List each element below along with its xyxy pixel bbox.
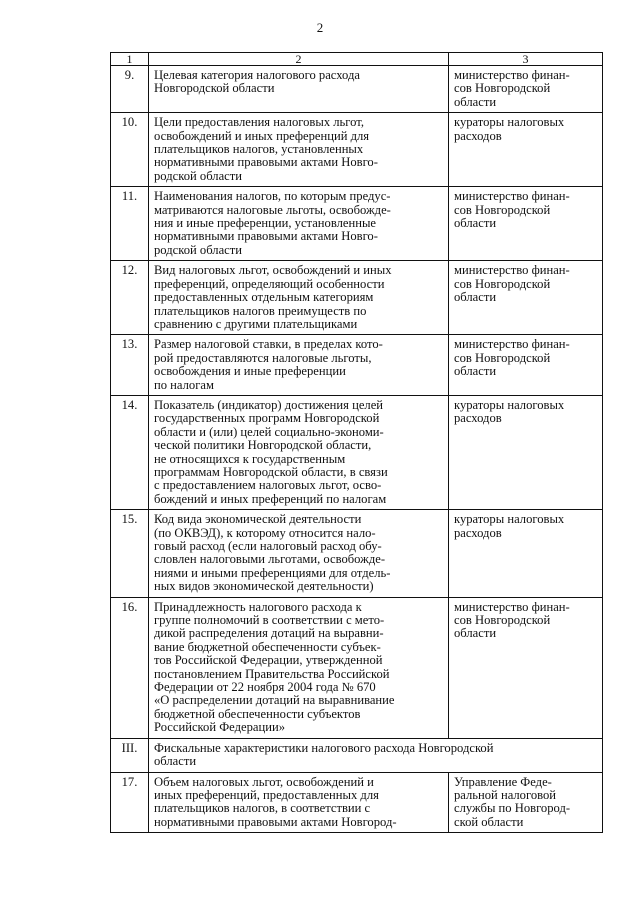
cell-text-line: области bbox=[454, 216, 497, 231]
row-number: 12. bbox=[111, 261, 149, 335]
cell-text-line: расходов bbox=[454, 411, 502, 426]
cell-text-line: дикой распределения дотаций на выравни- bbox=[154, 626, 384, 641]
section-number: III. bbox=[111, 738, 149, 772]
cell-text-line: области и (или) целей социально-экономи- bbox=[154, 424, 384, 439]
cell-text-line: Размер налоговой ставки, в пределах кото- bbox=[154, 337, 383, 352]
cell-text-line: «О распределении дотаций на выравнивание bbox=[154, 693, 395, 708]
section-row bbox=[111, 738, 603, 772]
cell-text-line: ных видов экономической деятельности) bbox=[154, 579, 374, 594]
responsible-body-cell bbox=[449, 395, 603, 509]
cell-text-line: программам Новгородской области, в связи bbox=[154, 464, 388, 479]
cell-text-line: нормативными правовыми актами Новго- bbox=[154, 155, 378, 170]
responsible-body-cell bbox=[449, 772, 603, 833]
responsible-body-cell bbox=[449, 510, 603, 597]
cell-text-line: Вид налоговых льгот, освобождений и иных bbox=[154, 263, 392, 278]
cell-text-line: ния и иные преференции, установленные bbox=[154, 216, 377, 231]
tax-expense-characteristics-table bbox=[110, 52, 603, 833]
cell-text-line: службы по Новгород- bbox=[454, 801, 571, 816]
cell-text-line: рой предоставляются налоговые льготы, bbox=[154, 350, 372, 365]
characteristic-cell bbox=[149, 261, 449, 335]
cell-text-line: кураторы налоговых bbox=[454, 115, 565, 130]
cell-text-line: плательщиков налогов, установленных bbox=[154, 142, 364, 157]
row-number: 10. bbox=[111, 113, 149, 187]
cell-text-line: ниями и иными преференциями для отдель- bbox=[154, 565, 391, 580]
cell-text-line: ской области bbox=[454, 814, 524, 829]
table-row bbox=[111, 187, 603, 261]
cell-text-line: ческой политики Новгородской области, bbox=[154, 438, 372, 453]
cell-text-line: бюджетной обеспеченности субъектов bbox=[154, 706, 361, 721]
cell-text-line: словлен налоговыми льготами, освобожде- bbox=[154, 552, 386, 567]
cell-text-line: Российской Федерации» bbox=[154, 720, 285, 735]
table-row bbox=[111, 113, 603, 187]
page-number: 2 bbox=[316, 20, 324, 35]
cell-text-line: области bbox=[454, 290, 497, 305]
cell-text-line: сов Новгородской bbox=[454, 350, 551, 365]
table-header-row bbox=[111, 53, 603, 66]
cell-text-line: плательщиков налогов преимуществ по bbox=[154, 303, 367, 318]
cell-text-line: родской области bbox=[154, 168, 242, 183]
cell-text-line: Показатель (индикатор) достижения целей bbox=[154, 397, 384, 412]
table-row bbox=[111, 66, 603, 113]
table-row bbox=[111, 510, 603, 597]
cell-text-line: предоставленных отдельным категориям bbox=[154, 290, 374, 305]
row-number: 11. bbox=[111, 187, 149, 261]
cell-text-line: кураторы налоговых bbox=[454, 512, 565, 527]
cell-text-line: родской области bbox=[154, 242, 242, 257]
cell-text-line: министерство финан- bbox=[454, 68, 570, 82]
cell-text-line: Цели предоставления налоговых льгот, bbox=[154, 115, 364, 130]
cell-text-line: Фискальные характеристики налогового расхода Новгородской bbox=[154, 740, 494, 755]
table-row bbox=[111, 395, 603, 509]
responsible-body-cell bbox=[449, 335, 603, 396]
cell-text-line: по налогам bbox=[154, 377, 214, 392]
responsible-body-cell bbox=[449, 261, 603, 335]
table-row bbox=[111, 261, 603, 335]
cell-text-line: области bbox=[454, 364, 497, 379]
cell-text-line: преференций, определяющий особенности bbox=[154, 276, 385, 291]
cell-text-line: иных преференций, предоставленных для bbox=[154, 787, 379, 802]
cell-text-line: сравнению с другими плательщиками bbox=[154, 316, 358, 331]
cell-text-line: Принадлежность налогового расхода к bbox=[154, 599, 362, 614]
cell-text-line: Управление Феде- bbox=[454, 774, 552, 789]
cell-text-line: нормативными правовыми актами Новго- bbox=[154, 229, 378, 244]
cell-text-line: освобождения и иные преференции bbox=[154, 364, 346, 379]
cell-text-line: освобождений и иных преференций для bbox=[154, 128, 370, 143]
cell-text-line: бождений и иных преференций по налогам bbox=[154, 491, 387, 506]
cell-text-line: плательщиков налогов, в соответствии с bbox=[154, 801, 371, 816]
cell-text-line: говый расход (если налоговый расход обу- bbox=[154, 539, 382, 553]
cell-text-line: Наименования налогов, по которым предус- bbox=[154, 189, 391, 204]
characteristic-cell bbox=[149, 772, 449, 833]
cell-text-line: государственных программ Новгородской bbox=[154, 411, 380, 426]
cell-text-line: расходов bbox=[454, 128, 502, 143]
cell-text-line: сов Новгородской bbox=[454, 202, 551, 217]
characteristic-cell bbox=[149, 187, 449, 261]
row-number: 9. bbox=[111, 66, 149, 113]
cell-text-line: вание бюджетной обеспеченности субъек- bbox=[154, 639, 381, 654]
table-row bbox=[111, 772, 603, 833]
cell-text-line: Код вида экономической деятельности bbox=[154, 512, 362, 527]
cell-text-line: с предоставлением налоговых льгот, осво- bbox=[154, 478, 382, 493]
responsible-body-cell bbox=[449, 113, 603, 187]
row-number: 16. bbox=[111, 597, 149, 738]
responsible-body-cell bbox=[449, 66, 603, 113]
cell-text-line: матриваются налоговые льготы, освобожде- bbox=[154, 202, 391, 217]
characteristic-cell bbox=[149, 335, 449, 396]
characteristic-cell bbox=[149, 510, 449, 597]
cell-text-line: министерство финан- bbox=[454, 189, 570, 204]
column-header-responsible: 3 bbox=[449, 53, 603, 66]
cell-text-line: министерство финан- bbox=[454, 263, 570, 278]
cell-text-line: Новгородской области bbox=[154, 81, 275, 96]
cell-text-line: Целевая категория налогового расхода bbox=[154, 68, 360, 82]
responsible-body-cell bbox=[449, 187, 603, 261]
cell-text-line: сов Новгородской bbox=[454, 276, 551, 291]
cell-text-line: Федерации от 22 ноября 2004 года № 670 bbox=[154, 680, 376, 695]
cell-text-line: тов Российской Федерации, утвержденной bbox=[154, 653, 383, 668]
cell-text-line: Объем налоговых льгот, освобождений и bbox=[154, 774, 374, 789]
cell-text-line: кураторы налоговых bbox=[454, 397, 565, 412]
responsible-body-cell bbox=[449, 597, 603, 738]
row-number: 14. bbox=[111, 395, 149, 509]
cell-text-line: области bbox=[454, 626, 497, 641]
cell-text-line: министерство финан- bbox=[454, 337, 570, 352]
column-header-number: 1 bbox=[111, 53, 149, 66]
column-header-characteristic: 2 bbox=[149, 53, 449, 66]
characteristic-cell bbox=[149, 395, 449, 509]
table-row bbox=[111, 335, 603, 396]
section-title bbox=[149, 738, 603, 772]
cell-text-line: сов Новгородской bbox=[454, 613, 551, 628]
cell-text-line: расходов bbox=[454, 525, 502, 540]
row-number: 17. bbox=[111, 772, 149, 833]
cell-text-line: постановлением Правительства Российской bbox=[154, 666, 390, 681]
characteristic-cell bbox=[149, 597, 449, 738]
row-number: 13. bbox=[111, 335, 149, 396]
cell-text-line: не относящихся к государственным bbox=[154, 451, 346, 466]
cell-text-line: министерство финан- bbox=[454, 599, 570, 614]
cell-text-line: группе полномочий в соответствии с мето- bbox=[154, 613, 385, 628]
cell-text-line: ральной налоговой bbox=[454, 787, 557, 802]
cell-text-line: области bbox=[154, 754, 197, 769]
characteristic-cell bbox=[149, 66, 449, 113]
table-row bbox=[111, 597, 603, 738]
characteristic-cell bbox=[149, 113, 449, 187]
cell-text-line: (по ОКВЭД), к которому относится нало- bbox=[154, 525, 376, 540]
row-number: 15. bbox=[111, 510, 149, 597]
cell-text-line: сов Новгородской bbox=[454, 81, 551, 96]
cell-text-line: области bbox=[454, 94, 497, 109]
cell-text-line: нормативными правовыми актами Новгород- bbox=[154, 814, 397, 829]
